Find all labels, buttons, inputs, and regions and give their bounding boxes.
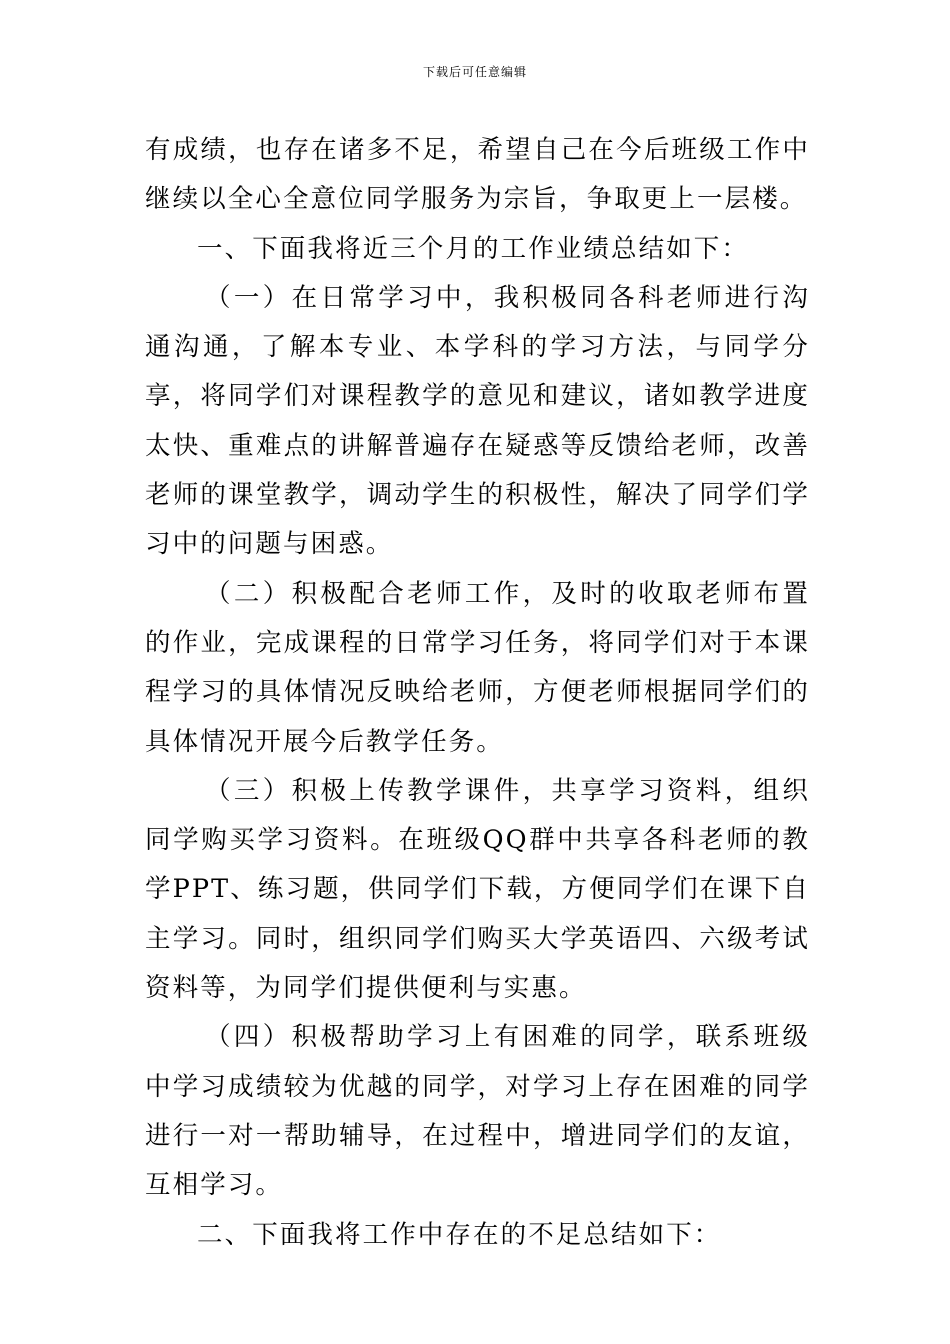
- section-heading-achievements: 一、下面我将近三个月的工作业绩总结如下：: [197, 233, 750, 264]
- paragraph-intro: 有成绩，也存在诸多不足，希望自己在今后班级工作中继续以全心全意位同学服务为宗旨，争取更上一层楼。: [145, 135, 810, 215]
- paragraph-item-3: （三）积极上传教学课件，共享学习资料，组织同学购买学习资料。在班级QQ群中共享各科老师的教学PPT、练习题，供同学们下载，方便同学们在课下自主学习。同时，组织同学们购买大学英语四、六级考试资料等，为同学们提供便利与实惠。: [145, 775, 810, 1004]
- page-header: 下载后可任意编辑: [422, 65, 527, 79]
- paragraph-item-4: （四）积极帮助学习上有困难的同学，联系班级中学习成绩较为优越的同学，对学习上存在困难的同学进行一对一帮助辅导，在过程中，增进同学们的友谊，互相学习。: [145, 1022, 810, 1201]
- paragraph-item-1: （一）在日常学习中，我积极同各科老师进行沟通沟通，了解本专业、本学科的学习方法，与同学分享，将同学们对课程教学的意见和建议，诸如教学进度太快、重难点的讲解普遍存在疑惑等反馈给老师，改善老师的课堂教学，调动学生的积极性，解决了同学们学习中的问题与困惑。: [145, 282, 810, 560]
- paragraph-item-2: （二）积极配合老师工作，及时的收取老师布置的作业，完成课程的日常学习任务，将同学们对于本课程学习的具体情况反映给老师，方便老师根据同学们的具体情况开展今后教学任务。: [145, 578, 810, 757]
- section-heading-shortcomings: 二、下面我将工作中存在的不足总结如下：: [197, 1219, 722, 1250]
- document-body: [145, 126, 810, 1260]
